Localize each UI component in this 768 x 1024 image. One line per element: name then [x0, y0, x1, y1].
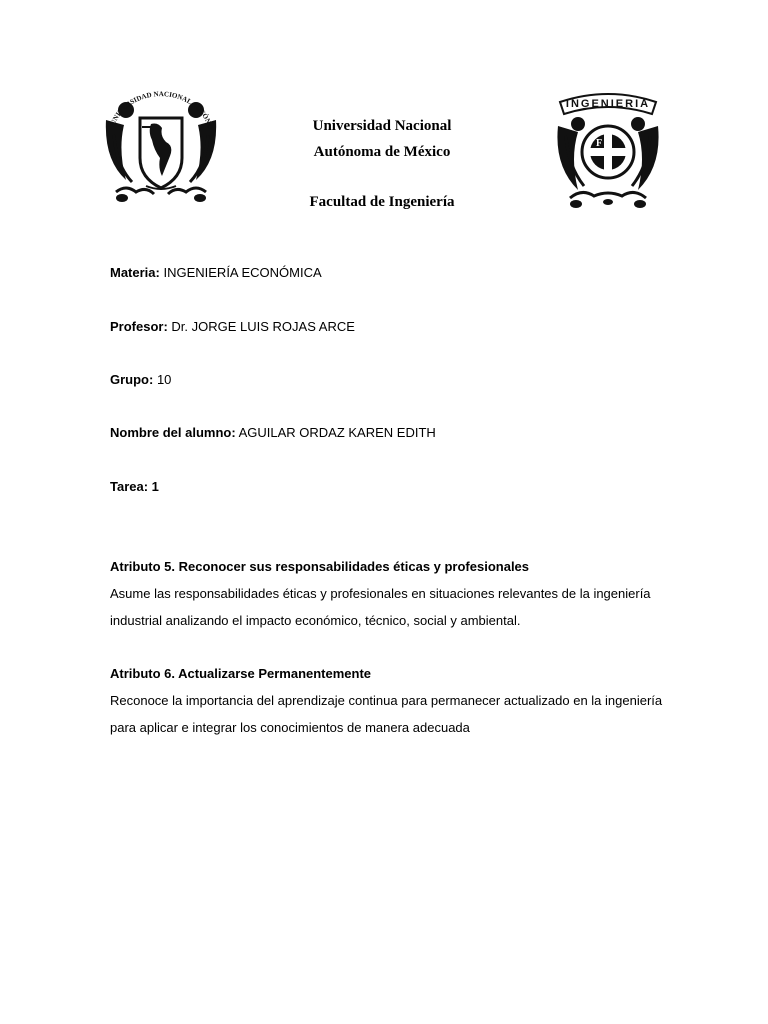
- field-label: Grupo:: [110, 372, 154, 387]
- field-value: 10: [153, 372, 172, 387]
- university-name-line2: Autónoma de México: [313, 144, 451, 160]
- unam-crest-icon: [96, 80, 226, 210]
- attribute-5-title: Atributo 5. Reconocer sus responsabilidades éticas y profesionales: [110, 559, 530, 574]
- field-value: Dr. JORGE LUIS ROJAS ARCE: [167, 319, 355, 334]
- attribute-6-title: Atributo 6. Actualizarse Permanentemente: [110, 666, 372, 681]
- field-value: INGENIERÍA ECONÓMICA: [159, 265, 322, 280]
- field-tarea: [110, 479, 159, 494]
- attribute-6-text: Reconoce la importancia del aprendizaje continua para permanecer actualizado en la ingeniería para aplicar e integrar los conocimientos de manera adecuada: [110, 693, 663, 735]
- svg-text:INGENIERIA: INGENIERIA: [565, 98, 651, 110]
- field-label: Profesor:: [110, 319, 168, 334]
- fi-crest-icon: [552, 86, 664, 212]
- field-label: Nombre del alumno:: [110, 425, 236, 440]
- field-label: Materia:: [110, 265, 160, 280]
- faculty-name: Facultad de Ingeniería: [309, 194, 455, 210]
- field-alumno: [110, 425, 436, 440]
- field-value: AGUILAR ORDAZ KAREN EDITH: [235, 425, 436, 440]
- university-name-line1: Universidad Nacional: [312, 118, 452, 134]
- field-grupo: [110, 372, 171, 387]
- field-label: Tarea: 1: [110, 479, 159, 494]
- svg-text:F I: F I: [596, 138, 609, 149]
- field-profesor: [110, 319, 355, 334]
- field-materia: [110, 265, 322, 280]
- attribute-5-text: Asume las responsabilidades éticas y profesionales en situaciones relevantes de la ingeniería industrial analizando el impacto económico, técnico, social y ambiental.: [110, 586, 651, 628]
- svg-text:UNIVERSIDAD NACIONAL AUTÓNOMA: UNIVERSIDAD NACIONAL AUTÓNO: [109, 90, 215, 131]
